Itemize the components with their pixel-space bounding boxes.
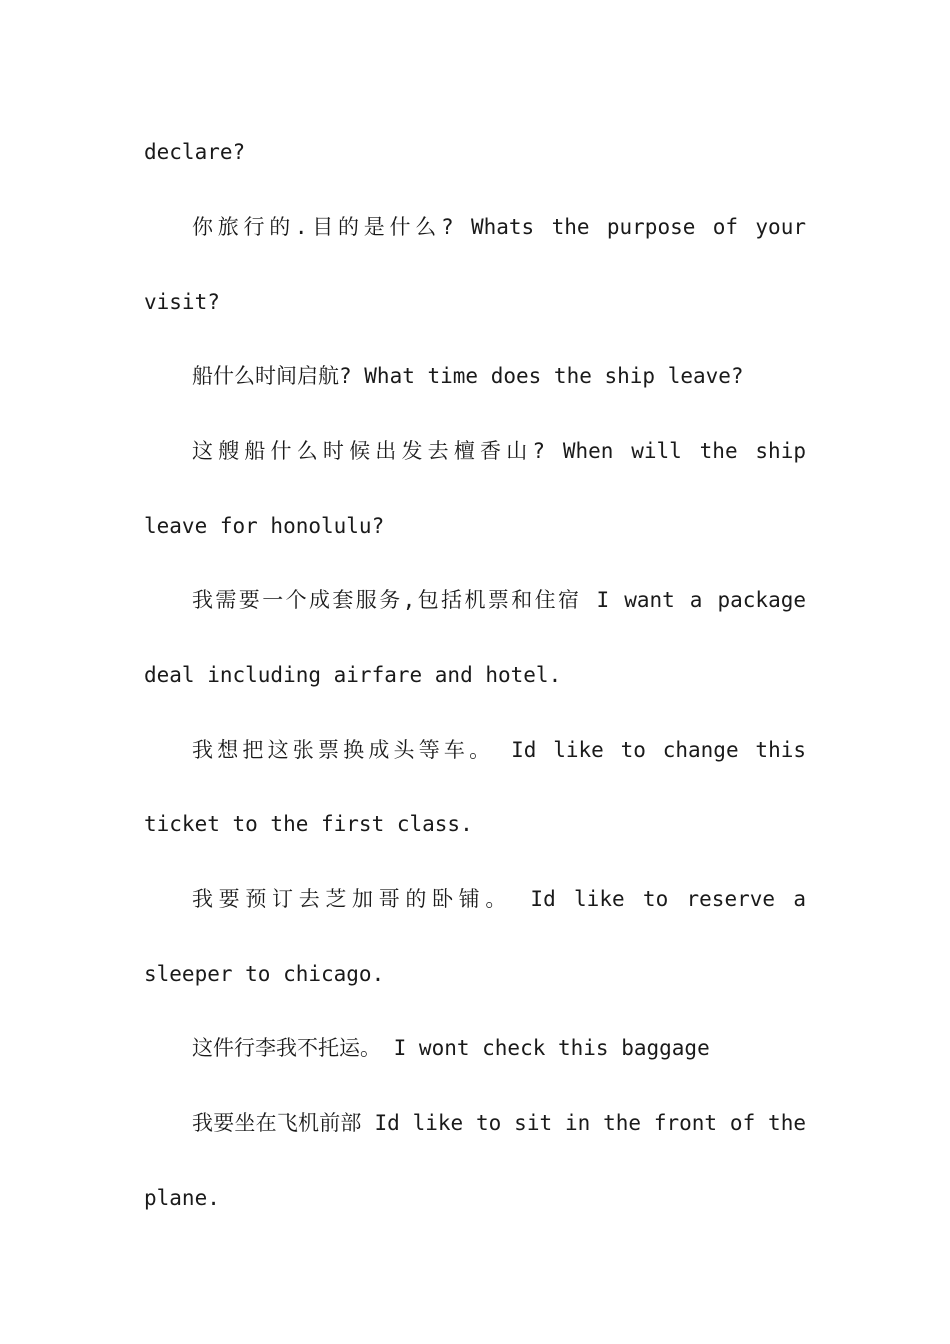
text-line: ticket to the first class. [144, 812, 473, 836]
text-line: 船什么时间启航? What time does the ship leave? [192, 364, 744, 388]
text-line: 我想把这张票换成头等车。 Id like to change this [192, 738, 806, 762]
text-line: 你旅行的.目的是什么? Whats the purpose of your [192, 215, 806, 239]
text-line: 这艘船什么时候出发去檀香山? When will the ship [192, 439, 806, 463]
text-line: visit? [144, 290, 220, 314]
text-line: 我要预订去芝加哥的卧铺。 Id like to reserve a [192, 887, 806, 911]
text-line: plane. [144, 1186, 220, 1210]
text-line: deal including airfare and hotel. [144, 663, 562, 687]
text-line: declare? [144, 140, 246, 164]
text-line: leave for honolulu? [144, 514, 385, 538]
text-line: 我需要一个成套服务,包括机票和住宿 I want a package [192, 588, 806, 612]
text-line: 我要坐在飞机前部 Id like to sit in the front of the [192, 1111, 806, 1135]
text-line: 这件行李我不托运。 I wont check this baggage [192, 1036, 710, 1060]
text-line: sleeper to chicago. [144, 962, 385, 986]
